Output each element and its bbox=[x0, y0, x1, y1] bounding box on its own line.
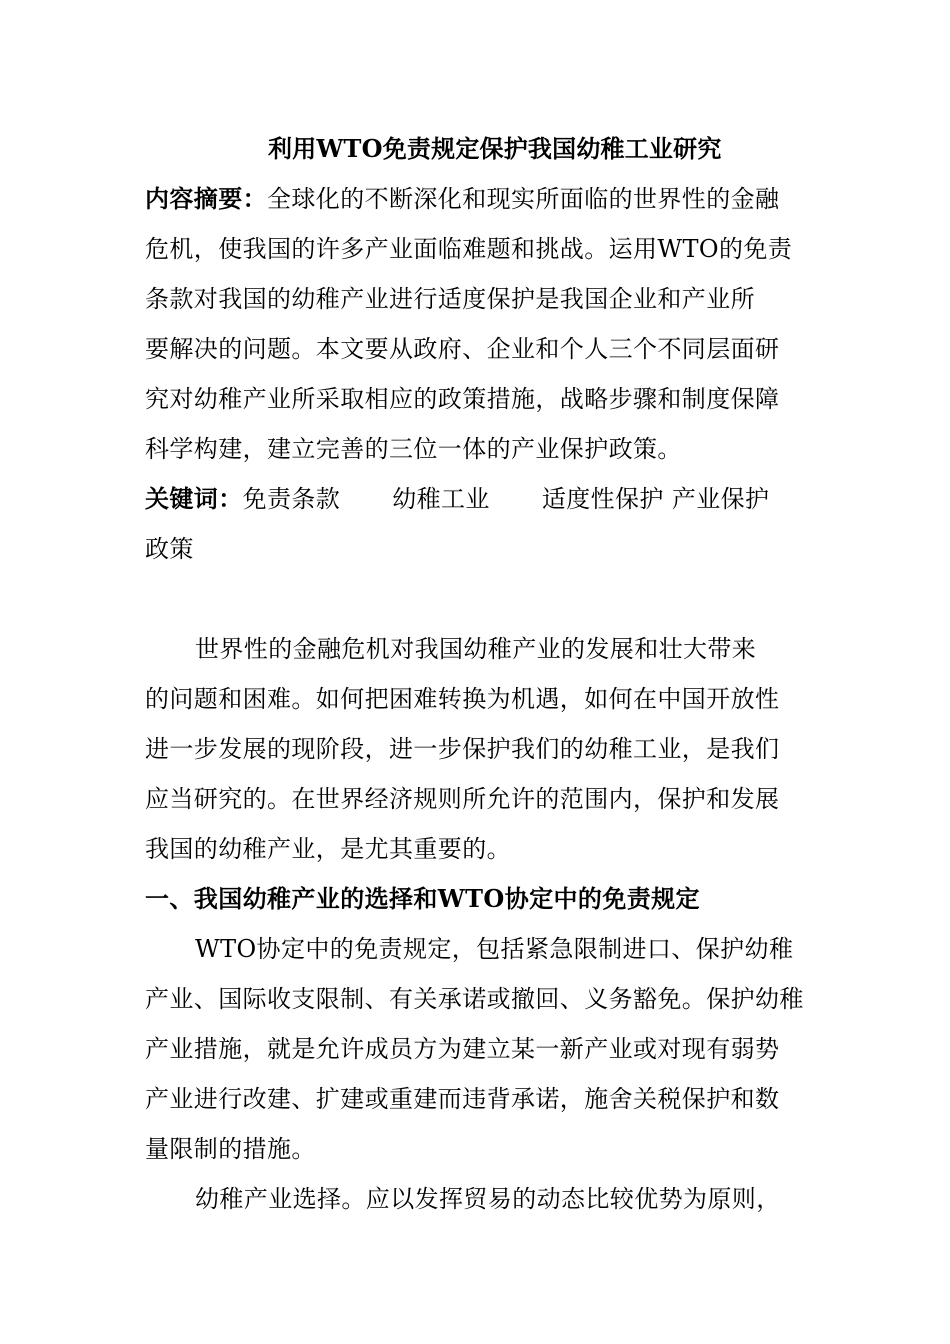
keyword-item: 幼稚工业 bbox=[392, 485, 490, 513]
section-heading: 一、我国幼稚产业的选择和WTO协定中的免责规定 bbox=[145, 884, 700, 913]
keyword-item: 免责条款 bbox=[242, 485, 341, 513]
intro-line-3: 进一步发展的现阶段，进一步保护我们的幼稚工业，是我们 bbox=[145, 735, 780, 763]
keywords-label: 关键词： bbox=[145, 484, 243, 513]
document-title: 利用WTO免责规定保护我国幼稚工业研究 bbox=[268, 134, 722, 163]
keyword-item: 政策 bbox=[145, 535, 194, 563]
keyword-item: 产业保护 bbox=[671, 485, 770, 513]
keywords-line bbox=[145, 483, 815, 515]
abstract-line-4: 要解决的问题。本文要从政府、企业和个人三个不同层面研 bbox=[145, 335, 780, 363]
abstract-line-2: 危机，使我国的许多产业面临难题和挑战。运用WTO的免责 bbox=[145, 235, 793, 263]
abstract-label: 内容摘要： bbox=[145, 184, 267, 213]
abstract-line-1 bbox=[145, 183, 815, 215]
section-paragraph-line: 产业、国际收支限制、有关承诺或撤回、义务豁免。保护幼稚 bbox=[145, 985, 804, 1013]
section-paragraph-line: 产业措施，就是允许成员方为建立某一新产业或对现有弱势 bbox=[145, 1035, 780, 1063]
abstract-line-5: 究对幼稚产业所采取相应的政策措施，战略步骤和制度保障 bbox=[145, 385, 780, 413]
section-paragraph-line: 幼稚产业选择。应以发挥贸易的动态比较优势为原则， bbox=[195, 1185, 781, 1213]
section-paragraph-line: 产业进行改建、扩建或重建而违背承诺，施舍关税保护和数 bbox=[145, 1085, 780, 1113]
section-paragraph-line: WTO协定中的免责规定，包括紧急限制进口、保护幼稚 bbox=[195, 935, 794, 963]
intro-line-5: 我国的幼稚产业，是尤其重要的。 bbox=[145, 835, 511, 863]
intro-line-4: 应当研究的。在世界经济规则所允许的范围内，保护和发展 bbox=[145, 785, 780, 813]
section-paragraph-line: 量限制的措施。 bbox=[145, 1135, 316, 1163]
keywords-line-2 bbox=[145, 533, 815, 565]
abstract-line-6: 科学构建，建立完善的三位一体的产业保护政策。 bbox=[145, 435, 682, 463]
keyword-item: 适度性保护 bbox=[541, 485, 664, 513]
intro-line-1: 世界性的金融危机对我国幼稚产业的发展和壮大带来 bbox=[195, 635, 757, 663]
abstract-text: 全球化的不断深化和现实所面临的世界性的金融 bbox=[267, 185, 780, 213]
intro-line-2: 的问题和困难。如何把困难转换为机遇，如何在中国开放性 bbox=[145, 685, 780, 713]
abstract-line-3: 条款对我国的幼稚产业进行适度保护是我国企业和产业所 bbox=[145, 285, 755, 313]
